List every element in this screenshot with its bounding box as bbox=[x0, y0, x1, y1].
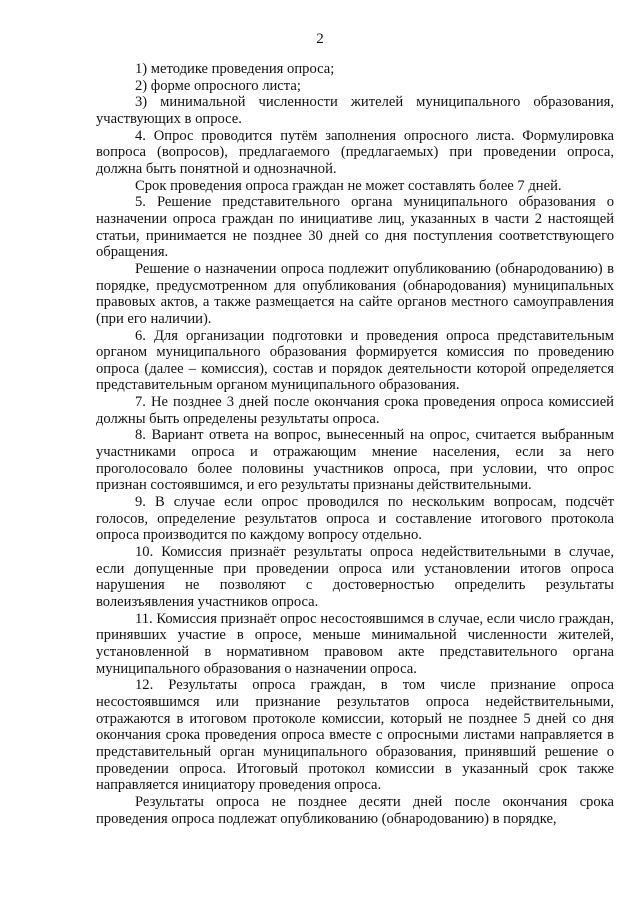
paragraph-9: 9. В случае если опрос проводился по нескольким вопросам, подсчёт голосов, определение результатов опроса и составление итогового протокола опроса производится по каждому вопросу отдельно. bbox=[96, 494, 614, 544]
paragraph-7: 7. Не позднее 3 дней после окончания срока проведения опроса комиссией должны быть определены результаты опроса. bbox=[96, 394, 614, 427]
paragraph-12: 12. Результаты опроса граждан, в том числе признание опроса несостоявшимся или признание результатов опроса недействительными, отражаются в итоговом протоколе комиссии, который не позднее 5 дней со дня окончания срока проведения опроса вместе с опросными листами направляется в представительный орган муниципального образования, принявший решение о проведении опроса. Итоговый протокол комиссии в указанный срок также направляется инициатору проведения опроса. bbox=[96, 677, 614, 794]
document-body bbox=[96, 61, 614, 827]
paragraph-5: 5. Решение представительного органа муниципального образования о назначении опроса граждан по инициативе лиц, указанных в части 2 настоящей статьи, принимается не позднее 30 дней со дня поступления соответствующего обращения. bbox=[96, 194, 614, 261]
paragraph-8: 8. Вариант ответа на вопрос, вынесенный на опрос, считается выбранным участниками опроса и отражающим мнение населения, если за него проголосовало более половины участников опроса, при условии, что опрос признан состоявшимся, и его результаты признаны действительными. bbox=[96, 427, 614, 494]
paragraph-item-3: 3) минимальной численности жителей муниципального образования, участвующих в опросе. bbox=[96, 94, 614, 127]
paragraph-item-2: 2) форме опросного листа; bbox=[135, 77, 301, 94]
paragraph-10: 10. Комиссия признаёт результаты опроса недействительными в случае, если допущенные при проведении опроса или установлении итогов опроса нарушения не позволяют с достоверностью определить результаты волеизъявления участников опроса. bbox=[96, 544, 614, 610]
paragraph-item-1: 1) методике проведения опроса; bbox=[135, 61, 335, 77]
page-number: 2 bbox=[316, 31, 324, 47]
paragraph-4: 4. Опрос проводится путём заполнения опросного листа. Формулировка вопроса (вопросов), предлагаемого (предлагаемых) при проведении опроса, должна быть понятной и однозначной. bbox=[96, 127, 614, 177]
paragraph-survey-duration: Срок проведения опроса граждан не может составлять более 7 дней. bbox=[135, 177, 562, 194]
paragraph-results-publication: Результаты опроса не позднее десяти дней после окончания срока проведения опроса подлежат опубликованию (обнародованию) в порядке, bbox=[96, 793, 614, 827]
paragraph-11: 11. Комиссия признаёт опрос несостоявшимся в случае, если число граждан, принявших участие в опросе, меньше минимальной численности жителей, установленной в нормативном правовом акте представительного органа муниципального образования о назначении опроса. bbox=[96, 610, 614, 677]
paragraph-publication: Решение о назначении опроса подлежит опубликованию (обнародованию) в порядке, предусмотренном для опубликования (обнародования) муниципальных правовых актов, а также размещается на сайте органов местного самоуправления (при его наличии). bbox=[96, 260, 614, 327]
paragraph-6: 6. Для организации подготовки и проведения опроса представительным органом муниципального образования формируется комиссия по проведению опроса (далее – комиссия), состав и порядок деятельности которой определяется представительным органом муниципального образования. bbox=[96, 327, 614, 394]
